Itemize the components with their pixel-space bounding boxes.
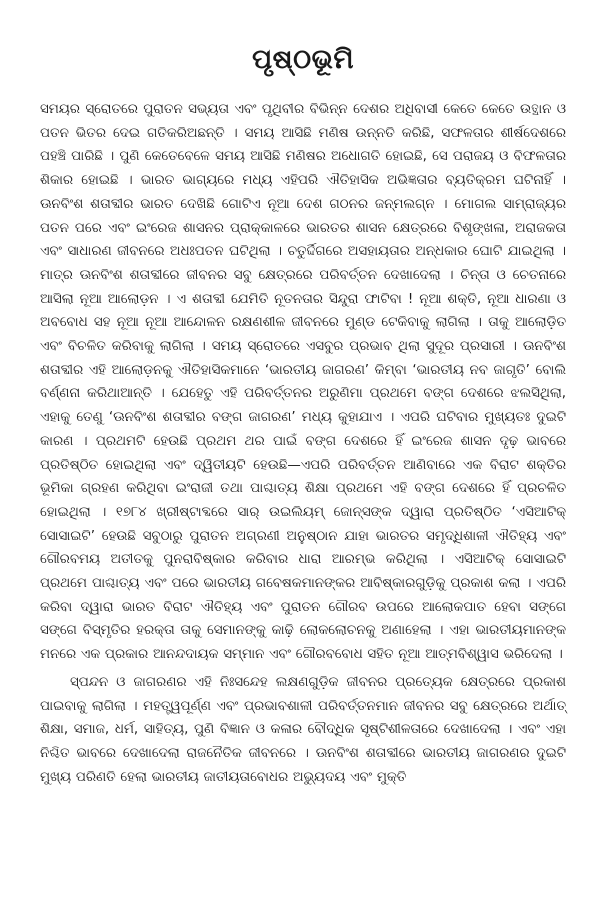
body-text: [40, 98, 566, 789]
page-title: ପୃଷ୍ଠଭୂମି: [251, 44, 355, 75]
paragraph-1: ସମୟର ସ୍ରୋତରେ ପୁରାତନ ସଭ୍ୟତା ଏବଂ ପୃଥିବୀର ବିଭିନ୍ନ ଦେଶର ଅଧିବାସୀ କେତେ କେତେ ଉତ୍ଥାନ ଓ ପତନ ଭିତର ଦେଇ ଗତିକରିଅଛନ୍ତି । ସମୟ ଆସିଛି ମଣିଷ ଉନ୍ନତି କରିଛି, ସଫଳତାର ଶୀର୍ଷଦେଶରେ ପହଞ୍ଚି ପାରିଛି । ପୁଣି କେତେବେଳେ ସମୟ ଆସିଛି ମଣିଷର ଅଧୋଗତି ହୋଇଛି, ସେ ପରାଜୟ ଓ ବିଫଳତାର ଶିକାର ହୋଇଛି । ଭାରତ ଭାଗ୍ୟରେ ମଧ୍ୟ ଏହିପରି ଐତିହାସିକ ଅଭିଜ୍ଞତାର ବ୍ୟତିକ୍ରମ ଘଟିନାହିଁ । ଊନବିଂଶ ଶତାବ୍ଦୀର ଭାରତ ଦେଖିଛି ଗୋଟିଏ ନୂଆ ଦେଶ ଗଠନର ଜନ୍ମଲଗ୍ନ । ମୋଗଲ ସାମ୍ରାଜ୍ୟର ପତନ ପରେ ଏବଂ ଇଂରେଜ ଶାସନର ପ୍ରାକ୍‌କାଳରେ ଭାରତର ଶାସନ କ୍ଷେତ୍ରରେ ବିଶୃଙ୍ଖଳା, ଅରାଜକତା ଏବଂ ସାଧାରଣ ଜୀବନରେ ଅଧଃପତନ ଘଟିଥିଲା । ଚତୁର୍ଦ୍ଦିଗରେ ଅସହାୟତାର ଅନ୍ଧକାର ଘୋଟି ଯାଇଥିଲା । ମାତ୍ର ଊନବିଂଶ ଶତାବ୍ଦୀରେ ଜୀବନର ସବୁ କ୍ଷେତ୍ରରେ ପରିବର୍ତ୍ତନ ଦେଖାଦେଲା । ଚିନ୍ତା ଓ ଚେତନାରେ ଆସିଲା ନୂଆ ଆଲୋଡ଼ନ । ଏ ଶତାବ୍ଦୀ ଯେମିତି ନୂତନତାର ସିନ୍ଦୁରା ଫାଟିବା ! ନୂଆ ଶକ୍ତି, ନୂଆ ଧାରଣା ଓ ଅବବୋଧ ସହ ନୂଆ ନୂଆ ଆନ୍ଦୋଳନ ରକ୍ଷଣଶୀଳ ଜୀବନରେ ମୁଣ୍ଡ ଟେକିବାକୁ ଲାଗିଲା । ତାକୁ ଆଲୋଡ଼ିତ ଏବଂ ବିଚଳିତ କରିବାକୁ ଲାଗିଲା । ସମୟ ସ୍ରୋତରେ ଏସବୁର ପ୍ରଭାବ ଥିଲା ସୁଦୂର ପ୍ରସାରୀ । ଊନବିଂଶ ଶତାବ୍ଦୀର ଏହି ଆଲୋଡ଼ନକୁ ଐତିହାସିକମାନେ ‘ଭାରତୀୟ ଜାଗରଣ’ କିମ୍ବା ‘ଭାରତୀୟ ନବ ଜାଗୃତି’ ବୋଲି ବର୍ଣ୍ଣନା କରିଥାଆନ୍ତି । ଯେହେତୁ ଏହି ପରିବର୍ତ୍ତନର ଅରୁଣିମା ପ୍ରଥମେ ବଙ୍ଗ ଦେଶରେ ଝଲସିଥିଲା, ଏହାକୁ ତେଣୁ ‘ଊନବିଂଶ ଶତାବ୍ଦୀର ବଙ୍ଗ ଜାଗରଣ’ ମଧ୍ୟ କୁହାଯାଏ । ଏପରି ଘଟିବାର ମୁଖ୍ୟତଃ ଦୁଇଟି କାରଣ । ପ୍ରଥମଟି ହେଉଛି ପ୍ରଥମ ଥର ପାଇଁ ବଙ୍ଗ ଦେଶରେ ହିଁ ଇଂରେଜ ଶାସନ ଦୃଢ଼ ଭାବରେ ପ୍ରତିଷ୍ଠିତ ହୋଇଥିଲା ଏବଂ ଦ୍ୱିତୀୟଟି ହେଉଛି—ଏପରି ପରିବର୍ତ୍ତନ ଆଣିବାରେ ଏକ ବିରାଟ ଶକ୍ତିର ଭୂମିକା ଗ୍ରହଣ କରିଥିବା ଇଂରାଜୀ ତଥା ପାଶ୍ଚାତ୍ୟ ଶିକ୍ଷା ପ୍ରଥମେ ଏହି ବଙ୍ଗ ଦେଶରେ ହିଁ ପ୍ରଚଳିତ ହୋଇଥିଲା । ୧୭୮୪ ଖ୍ରୀଷ୍ଟାବ୍ଦରେ ସାର୍ ଉଇଲିୟମ୍ ଜୋନ୍ସଙ୍କ ଦ୍ୱାରା ପ୍ରତିଷ୍ଠିତ ‘ଏସିଆଟିକ୍ ସୋସାଇଟି’ ହେଉଛି ସବୁଠାରୁ ପୁରାତନ ଅଗ୍ରଣୀ ଅନୁଷ୍ଠାନ ଯାହା ଭାରତର ସମୃଦ୍ଧିଶାଳୀ ଐତିହ୍ୟ ଏବଂ ଗୌରବମୟ ଅତୀତକୁ ପୁନରାବିଷ୍କାର କରିବାର ଧାରା ଆରମ୍ଭ କରିଥିଲା । ଏସିଆଟିକ୍ ସୋସାଇଟି ପ୍ରଥମେ ପାଶ୍ଚାତ୍ୟ ଏବଂ ପରେ ଭାରତୀୟ ଗବେଷକମାନଙ୍କର ଆବିଷ୍କାରଗୁଡ଼ିକୁ ପ୍ରକାଶ କଲା । ଏପରି କରିବା ଦ୍ୱାରା ଭାରତ ବିରାଟ ଐତିହ୍ୟ ଏବଂ ପୁରାତନ ଗୌରବ ଉପରେ ଆଲୋକପାତ ହେବା ସଙ୍ଗେ ସଙ୍ଗେ ବିସ୍ମୃତିର ହରକ୍ତା ତାକୁ ସେମାନଙ୍କୁ କାଢ଼ି ଲୋକଲୋଚନକୁ ଅଣାହେଲା । ଏହା ଭାରତୀୟମାନଙ୍କ ମନରେ ଏକ ପ୍ରକାର ଆନନ୍ଦଦାୟକ ସମ୍ମାନ ଏବଂ ଗୌରବବୋଧ ସହିତ ନୂଆ ଆତ୍ମବିଶ୍ୱାସ ଭରିଦେଲା ।: [40, 102, 566, 663]
paragraph-2: ସ୍ପନ୍ଦନ ଓ ଜାଗରଣର ଏହି ନିଃସନ୍ଦେହ ଲକ୍ଷଣଗୁଡ଼ିକ ଜୀବନର ପ୍ରତ୍ୟେକ କ୍ଷେତ୍ରରେ ପ୍ରକାଶ ପାଇବାକୁ ଲାଗିଲା । ମହତ୍ତ୍ୱପୂର୍ଣ୍ଣ ଏବଂ ପ୍ରଭାବଶାଳୀ ପରିବର୍ତ୍ତନମାନ ଜୀବନର ସବୁ କ୍ଷେତ୍ରରେ ଅର୍ଥାତ୍ ଶିକ୍ଷା, ସମାଜ, ଧର୍ମ, ସାହିତ୍ୟ, ପୁଣି ବିଜ୍ଞାନ ଓ କଳାର ବୌଦ୍ଧିକ ସୃଷ୍ଟିଶୀଳତାରେ ଦେଖାଦେଲା । ଏବଂ ଏହା ନିଶ୍ଚିତ ଭାବରେ ଦେଖାଦେଲା ରାଜନୈତିକ ଜୀବନରେ । ଊନବିଂଶ ଶତାବ୍ଦୀରେ ଭାରତୀୟ ଜାଗରଣର ଦୁଇଟି ମୁଖ୍ୟ ପରିଣତି ହେଲା ଭାରତୀୟ ଜାତୀୟତାବୋଧର ଅଭ୍ୟୁଦୟ ଏବଂ ମୁକ୍ତି: [40, 674, 566, 785]
